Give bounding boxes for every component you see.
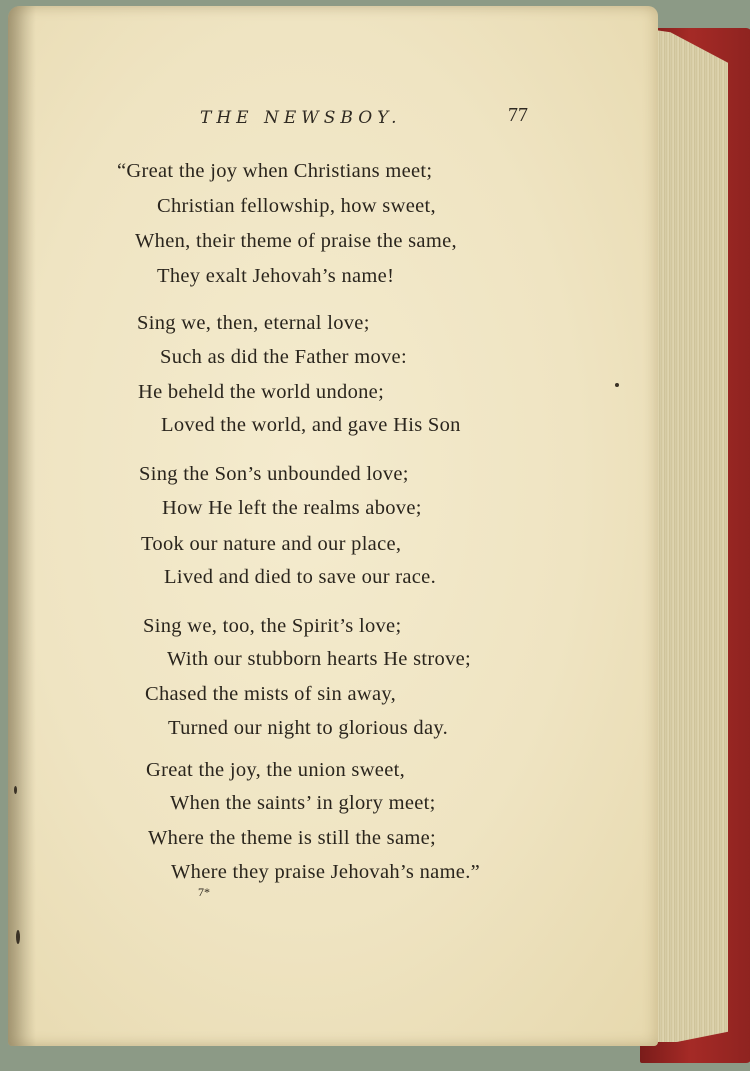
page-gutter <box>8 6 36 1046</box>
poem-line: Where the theme is still the same; <box>148 827 437 849</box>
ink-speck <box>14 786 17 794</box>
poem-line: Lived and died to save our race. <box>164 566 437 588</box>
ink-speck <box>615 383 619 387</box>
poem-line: “Great the joy when Christians meet; <box>117 160 433 182</box>
ink-speck <box>16 930 20 944</box>
poem-line: Chased the mists of sin away, <box>145 683 397 705</box>
running-header: THE NEWSBOY. <box>200 108 402 128</box>
poem-line: How He left the realms above; <box>162 497 422 519</box>
poem-line: He beheld the world undone; <box>138 381 385 403</box>
poem-line: Turned our night to glorious day. <box>168 717 449 739</box>
signature-mark: 7* <box>198 885 210 899</box>
poem-line: Sing we, then, eternal love; <box>137 312 370 334</box>
poem-line: They exalt Jehovah’s name! <box>157 265 395 287</box>
poem-line: Sing we, too, the Spirit’s love; <box>143 615 402 637</box>
poem-line: Such as did the Father move: <box>160 346 407 368</box>
poem-line: Took our nature and our place, <box>141 533 402 555</box>
poem-line: Sing the Son’s unbounded love; <box>139 463 409 485</box>
poem-line: Great the joy, the union sweet, <box>146 759 406 781</box>
poem-line: When the saints’ in glory meet; <box>170 792 436 814</box>
poem-line: When, their theme of praise the same, <box>135 230 457 252</box>
poem-line: With our stubborn hearts He strove; <box>167 648 472 670</box>
page-number: 77 <box>508 104 528 126</box>
poem-line: Where they praise Jehovah’s name.” <box>171 861 481 883</box>
poem-line: Loved the world, and gave His Son <box>161 414 461 436</box>
poem-line: Christian fellowship, how sweet, <box>157 195 436 217</box>
